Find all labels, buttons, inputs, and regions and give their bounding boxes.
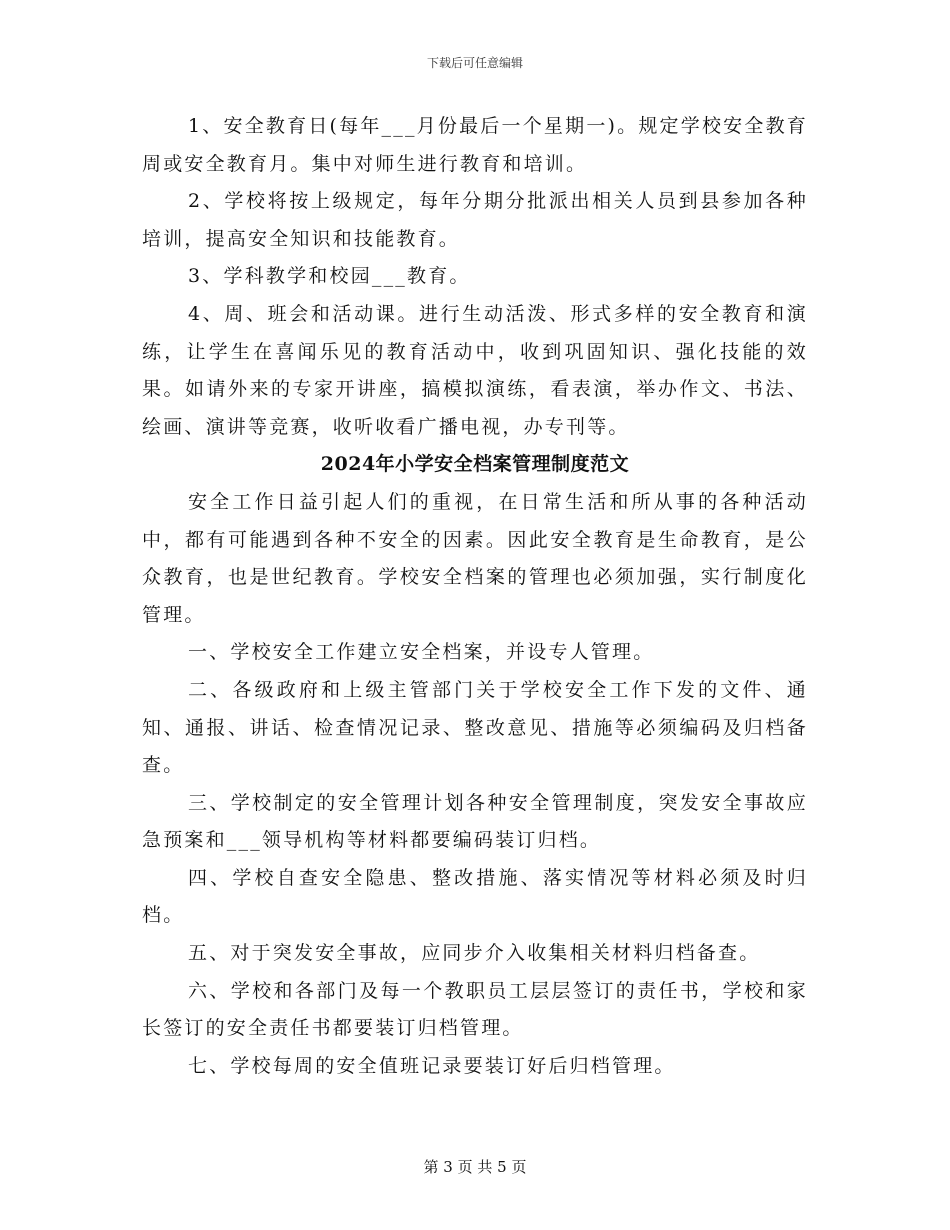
paragraph-item-2: 2、学校将按上级规定，每年分期分批派出相关人员到县参加各种培训，提高安全知识和技能教育。: [142, 190, 808, 250]
paragraph-item-1: 1、安全教育日(每年___月份最后一个星期一)。规定学校安全教育周或安全教育月。集中对师生进行教育和培训。: [142, 115, 808, 175]
rule-item-2: 二、各级政府和上级主管部门关于学校安全工作下发的文件、通知、通报、讲话、检查情况记录、整改意见、措施等必须编码及归档备查。: [142, 678, 808, 777]
paragraph-item-3: 3、学科教学和校园___教育。: [188, 265, 471, 288]
header-note: 下载后可任意编辑: [426, 56, 523, 70]
rule-item-4: 四、学校自查安全隐患、整改措施、落实情况等材料必须及时归档。: [142, 866, 808, 927]
rule-item-1: 一、学校安全工作建立安全档案，并设专人管理。: [188, 641, 655, 664]
page-number: 第 3 页 共 5 页: [423, 1158, 527, 1176]
intro-paragraph: 安全工作日益引起人们的重视，在日常生活和所从事的各种活动中，都有可能遇到各种不安全的因素。因此安全教育是生命教育，是公众教育，也是世纪教育。学校安全档案的管理也必须加强，实行制度化管理。: [142, 490, 808, 626]
section-title: 2024年小学安全档案管理制度范文: [320, 453, 630, 476]
rule-item-5: 五、对于突发安全事故，应同步介入收集相关材料归档备查。: [188, 942, 761, 965]
rule-item-7: 七、学校每周的安全值班记录要装订好后归档管理。: [188, 1054, 676, 1077]
rule-item-3: 三、学校制定的安全管理计划各种安全管理制度，突发安全事故应急预案和___领导机构等材料都要编码装订归档。: [142, 791, 808, 852]
paragraph-item-4: 4、周、班会和活动课。进行生动活泼、形式多样的安全教育和演练，让学生在喜闻乐见的教育活动中，收到巩固知识、强化技能的效果。如请外来的专家开讲座，搞模拟演练，看表演，举办作文、书法、绘画、演讲等竞赛，收听收看广播电视，办专刊等。: [142, 302, 808, 438]
document-body: [142, 108, 808, 1085]
rule-item-6: 六、学校和各部门及每一个教职员工层层签订的责任书，学校和家长签订的安全责任书都要装订归档管理。: [142, 979, 808, 1040]
